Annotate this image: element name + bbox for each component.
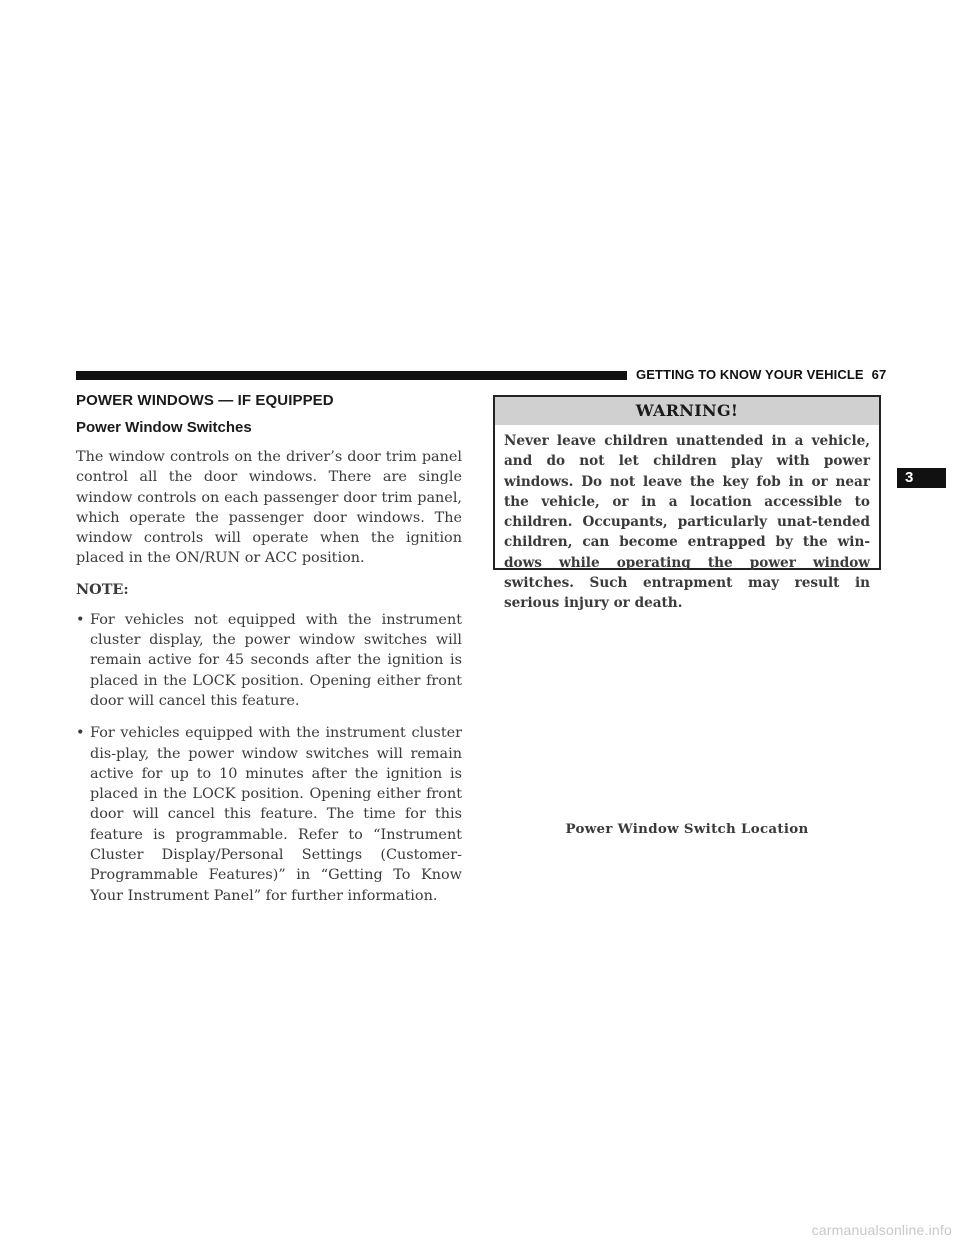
left-column	[76, 392, 462, 918]
bullet-text: For vehicles not equipped with the instrument cluster display, the power window switches will remain active for 45 seconds after the ignition is placed in the LOCK position. Opening either front door will cancel this feature.	[90, 611, 462, 709]
warning-title: WARNING!	[495, 397, 879, 425]
list-item	[76, 723, 462, 906]
subsection-title: Power Window Switches	[76, 419, 252, 436]
intro-paragraph: The window controls on the driver’s door trim panel control all the door windows. There are single window controls on each passenger door trim panel, which operate the passenger door windows. The window controls will operate when the ignition placed in the ON/RUN or ACC position.	[76, 449, 462, 567]
figure-image-area	[493, 585, 881, 810]
warning-text: Never leave children unattended in a vehicle, and do not let children play with power windows. Do not leave the key fob in or near the vehicle, or in a location accessible to children. Occupants, particularly unat-tended children, can become entrapped by the win-dows while operating the power window switches. Such entrapment may result in serious injury or death.	[504, 433, 870, 612]
bullet-text: For vehicles equipped with the instrument cluster dis-play, the power window switches will remain active for up to 10 minutes after the ignition is placed in the LOCK position. Opening either front door will cancel this feature. The time for this feature is programmable. Refer to “Instrument Cluster Display/Personal Settings (Customer-Programmable Features)” in “Getting To Know Your Instrument Panel” for further information.	[90, 725, 462, 904]
watermark: carmanualsonline.info	[811, 1222, 952, 1238]
note-label: NOTE:	[76, 580, 129, 598]
bullet-icon: •	[76, 725, 85, 742]
figure-caption: Power Window Switch Location	[565, 821, 809, 837]
section-title: POWER WINDOWS — IF EQUIPPED	[76, 392, 334, 409]
running-header	[636, 367, 886, 382]
warning-box	[493, 395, 881, 612]
chapter-tab: 3	[897, 468, 946, 488]
page-number: 67	[871, 367, 887, 382]
list-item	[76, 610, 462, 711]
header-rule	[76, 371, 627, 380]
bullet-icon: •	[76, 611, 85, 628]
running-title: GETTING TO KNOW YOUR VEHICLE	[636, 367, 864, 382]
